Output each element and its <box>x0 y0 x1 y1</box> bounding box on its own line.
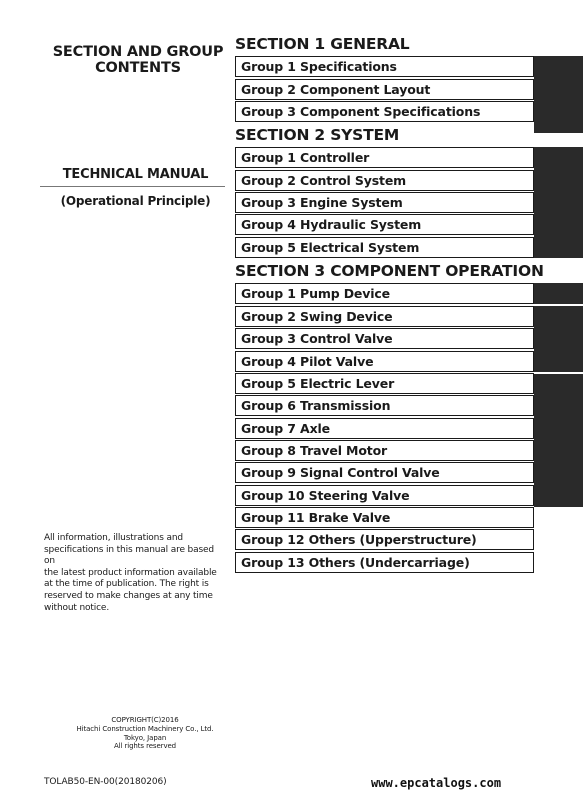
section-2-tab <box>534 147 583 258</box>
disclaimer-line: at the time of publication. The right is <box>44 579 209 590</box>
manual-title: TECHNICAL MANUAL <box>62 167 209 182</box>
section-2-heading: SECTION 2 SYSTEM <box>235 126 400 144</box>
copyright-line: COPYRIGHT(C)2016 <box>111 716 179 724</box>
section-3-group-6[interactable]: Group 6 Transmission <box>235 395 534 416</box>
manual-subtitle: (Operational Principle) <box>60 194 211 208</box>
section-3-group-5[interactable]: Group 5 Electric Lever <box>235 373 534 394</box>
section-3-group-11[interactable]: Group 11 Brake Valve <box>235 507 534 528</box>
section-3-tab-2 <box>534 306 583 372</box>
section-1-group-1[interactable]: Group 1 Specifications <box>235 56 534 77</box>
website-watermark: www.epcatalogs.com <box>371 776 502 790</box>
disclaimer-line: specifications in this manual are based on <box>44 544 214 567</box>
section-3-tab-top <box>534 283 583 304</box>
page-title <box>48 44 228 76</box>
section-1-heading: SECTION 1 GENERAL <box>235 35 410 53</box>
copyright-line: All rights reserved <box>113 742 177 751</box>
document-code: TOLAB50-EN-00(20180206) <box>44 777 167 787</box>
disclaimer-line: the latest product information available <box>44 567 217 578</box>
section-3-group-9[interactable]: Group 9 Signal Control Valve <box>235 462 534 483</box>
section-3-heading: SECTION 3 COMPONENT OPERATION <box>235 262 544 280</box>
section-2-group-4[interactable]: Group 4 Hydraulic System <box>235 214 534 235</box>
section-3-group-13[interactable]: Group 13 Others (Undercarriage) <box>235 552 534 573</box>
disclaimer-line: All information, illustrations and <box>44 533 183 543</box>
copyright-line: Tokyo, Japan <box>123 733 167 742</box>
section-3-group-7[interactable]: Group 7 Axle <box>235 418 534 439</box>
section-2-group-1[interactable]: Group 1 Controller <box>235 147 534 168</box>
section-3-group-4[interactable]: Group 4 Pilot Valve <box>235 351 534 372</box>
section-2-group-2[interactable]: Group 2 Control System <box>235 170 534 191</box>
copyright-block <box>60 716 230 751</box>
section-3-group-2[interactable]: Group 2 Swing Device <box>235 306 534 327</box>
section-2-group-3[interactable]: Group 3 Engine System <box>235 192 534 213</box>
section-1-tab <box>534 56 583 133</box>
section-1-group-3[interactable]: Group 3 Component Specifications <box>235 101 534 122</box>
manual-title-divider <box>40 186 225 187</box>
disclaimer-line: reserved to make changes at any time <box>44 590 213 601</box>
copyright-line: Hitachi Construction Machinery Co., Ltd. <box>76 724 214 733</box>
section-3-tab-3 <box>534 374 583 507</box>
section-3-group-3[interactable]: Group 3 Control Valve <box>235 328 534 349</box>
page-title-line-2: CONTENTS <box>95 60 181 76</box>
disclaimer-text <box>44 533 220 614</box>
disclaimer-line: without notice. <box>44 602 110 613</box>
section-3-group-10[interactable]: Group 10 Steering Valve <box>235 485 534 506</box>
section-3-group-12[interactable]: Group 12 Others (Upperstructure) <box>235 529 534 550</box>
section-3-group-1[interactable]: Group 1 Pump Device <box>235 283 534 304</box>
section-1-group-2[interactable]: Group 2 Component Layout <box>235 79 534 100</box>
page-title-line-1: SECTION AND GROUP <box>52 44 224 60</box>
section-3-group-8[interactable]: Group 8 Travel Motor <box>235 440 534 461</box>
section-2-group-5[interactable]: Group 5 Electrical System <box>235 237 534 258</box>
